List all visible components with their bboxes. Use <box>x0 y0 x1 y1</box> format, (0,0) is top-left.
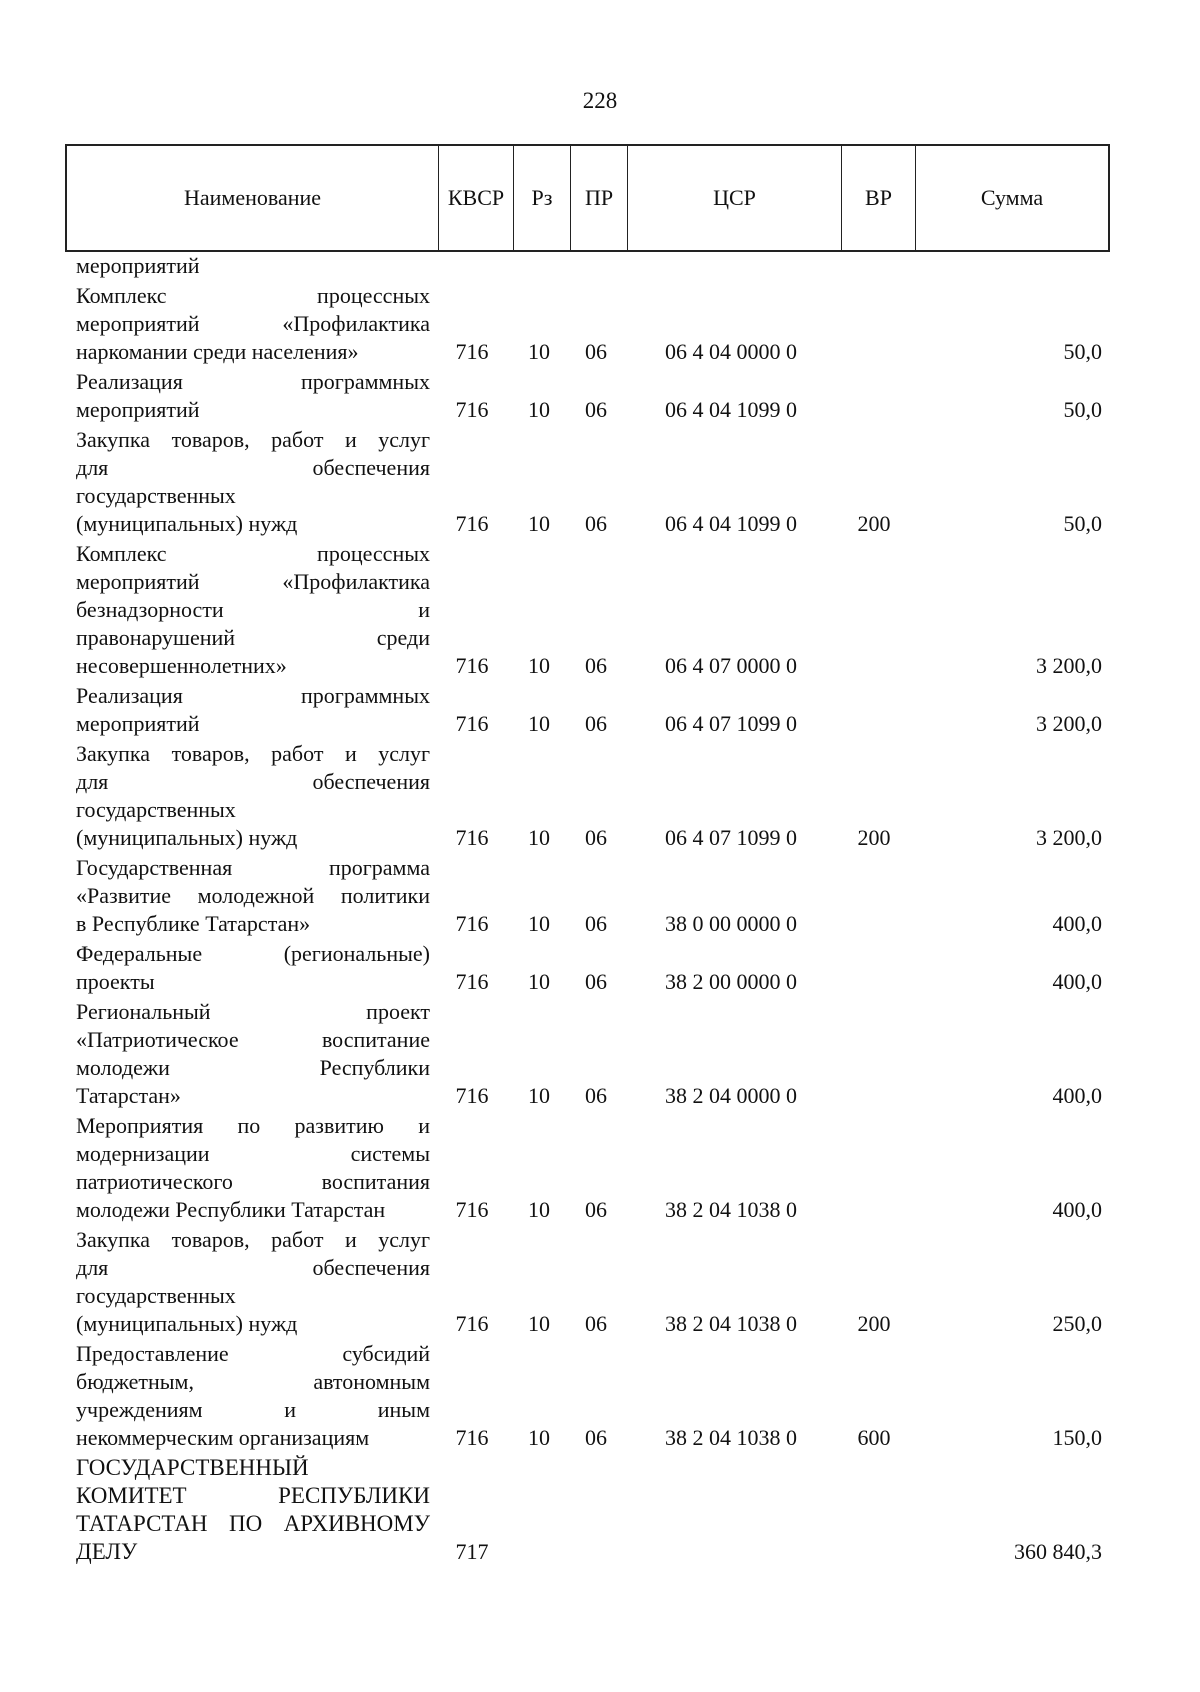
row-csr: 38 0 00 0000 0 <box>665 911 797 936</box>
row-kvsr: 716 <box>455 711 489 736</box>
row-name-line: молодежи Республики Татарстан <box>76 1197 386 1222</box>
row-sum: 150,0 <box>1052 1425 1102 1450</box>
row-name <box>76 682 430 738</box>
row-name-line: правонарушений среди <box>76 625 430 650</box>
row-csr: 38 2 04 0000 0 <box>665 1083 797 1108</box>
row-name-line: мероприятий <box>76 711 200 736</box>
row-pr: 06 <box>585 711 607 736</box>
row-sum: 3 200,0 <box>1036 653 1102 678</box>
row-name-line: ТАТАРСТАН ПО АРХИВНОМУ <box>76 1511 430 1536</box>
table-row <box>76 998 1108 1110</box>
row-name-line: безнадзорности и <box>76 597 430 622</box>
row-name-line: для обеспечения <box>76 1255 430 1280</box>
row-rz: 10 <box>528 911 550 936</box>
row-vr: 200 <box>857 1311 891 1336</box>
row-name-line: учреждениям и иным <box>76 1397 430 1422</box>
row-rz: 10 <box>528 825 550 850</box>
row-kvsr: 716 <box>455 911 489 936</box>
row-kvsr: 716 <box>455 511 489 536</box>
row-name <box>76 740 430 852</box>
row-name-line: Комплекс процессных <box>76 541 430 566</box>
table-row <box>76 1226 1108 1338</box>
row-sum: 400,0 <box>1052 1197 1102 1222</box>
row-name <box>76 426 430 538</box>
row-name-line: (муниципальных) нужд <box>76 511 298 536</box>
table-row <box>76 1454 1108 1566</box>
header-pr: ПР <box>570 146 627 250</box>
row-pr: 06 <box>585 1197 607 1222</box>
row-pr: 06 <box>585 1083 607 1108</box>
table-row <box>76 740 1108 852</box>
row-name-line: мероприятий <box>76 253 200 278</box>
table-row <box>76 426 1108 538</box>
row-name-line: Мероприятия по развитию и <box>76 1113 430 1138</box>
row-rz: 10 <box>528 1311 550 1336</box>
row-sum: 360 840,3 <box>1014 1539 1102 1564</box>
row-csr: 06 4 07 1099 0 <box>665 825 797 850</box>
row-csr: 38 2 04 1038 0 <box>665 1311 797 1336</box>
row-name-line: (муниципальных) нужд <box>76 825 298 850</box>
row-kvsr: 716 <box>455 825 489 850</box>
table-body <box>76 252 1108 1566</box>
row-name <box>76 1226 430 1338</box>
row-kvsr: 716 <box>455 1197 489 1222</box>
row-vr: 200 <box>857 511 891 536</box>
table-row <box>76 1112 1108 1224</box>
row-kvsr: 716 <box>455 1083 489 1108</box>
row-sum: 50,0 <box>1063 511 1102 536</box>
row-kvsr: 717 <box>455 1539 489 1564</box>
row-pr: 06 <box>585 339 607 364</box>
row-name-line: (муниципальных) нужд <box>76 1311 298 1336</box>
row-name-line: наркомании среди населения» <box>76 339 359 364</box>
row-sum: 3 200,0 <box>1036 825 1102 850</box>
row-name-line: мероприятий «Профилактика <box>76 311 430 336</box>
row-csr: 38 2 04 1038 0 <box>665 1197 797 1222</box>
header-rz: Рз <box>513 146 570 250</box>
row-name-line: ДЕЛУ <box>76 1539 138 1564</box>
row-name-line: мероприятий «Профилактика <box>76 569 430 594</box>
header-kvsr: КВСР <box>438 146 513 250</box>
row-rz: 10 <box>528 1083 550 1108</box>
row-name-line: некоммерческим организациям <box>76 1425 370 1450</box>
row-rz: 10 <box>528 653 550 678</box>
row-name <box>76 1112 430 1224</box>
row-name-line: Государственная программа <box>76 855 430 880</box>
row-name-line: в Республике Татарстан» <box>76 911 311 936</box>
header-sum: Сумма <box>915 146 1108 250</box>
row-kvsr: 716 <box>455 653 489 678</box>
table-row <box>76 682 1108 738</box>
table-row <box>76 854 1108 938</box>
row-name <box>76 1340 430 1452</box>
row-rz: 10 <box>528 397 550 422</box>
row-name-line: Региональный проект <box>76 999 430 1024</box>
table-row <box>76 252 1108 280</box>
row-rz: 10 <box>528 511 550 536</box>
row-sum: 400,0 <box>1052 1083 1102 1108</box>
row-name-line: модернизации системы <box>76 1141 430 1166</box>
row-name <box>76 854 430 938</box>
row-pr: 06 <box>585 825 607 850</box>
row-pr: 06 <box>585 653 607 678</box>
page-number: 228 <box>582 88 618 113</box>
row-csr: 06 4 04 0000 0 <box>665 339 797 364</box>
row-name-line: Федеральные (региональные) <box>76 941 430 966</box>
row-csr: 38 2 04 1038 0 <box>665 1425 797 1450</box>
row-rz: 10 <box>528 969 550 994</box>
row-name <box>76 368 430 424</box>
row-pr: 06 <box>585 397 607 422</box>
table-row <box>76 540 1108 680</box>
row-csr: 06 4 04 1099 0 <box>665 397 797 422</box>
row-rz: 10 <box>528 1425 550 1450</box>
row-pr: 06 <box>585 911 607 936</box>
row-vr: 600 <box>857 1425 891 1450</box>
header-vr: ВР <box>841 146 915 250</box>
row-name-line: ГОСУДАРСТВЕННЫЙ <box>76 1455 309 1480</box>
row-csr: 06 4 04 1099 0 <box>665 511 797 536</box>
row-name-line: «Развитие молодежной политики <box>76 883 430 908</box>
row-name-line: мероприятий <box>76 397 200 422</box>
row-name-line: бюджетным, автономным <box>76 1369 430 1394</box>
row-pr: 06 <box>585 969 607 994</box>
row-kvsr: 716 <box>455 397 489 422</box>
row-name-line: государственных <box>76 797 236 822</box>
row-kvsr: 716 <box>455 1311 489 1336</box>
row-name-line: несовершеннолетних» <box>76 653 287 678</box>
row-name <box>76 540 430 680</box>
row-kvsr: 716 <box>455 339 489 364</box>
row-csr: 06 4 07 1099 0 <box>665 711 797 736</box>
row-name-line: государственных <box>76 483 236 508</box>
row-csr: 06 4 07 0000 0 <box>665 653 797 678</box>
table-row <box>76 1340 1108 1452</box>
row-name-line: Предоставление субсидий <box>76 1341 430 1366</box>
row-kvsr: 716 <box>455 969 489 994</box>
row-kvsr: 716 <box>455 1425 489 1450</box>
row-name-line: Комплекс процессных <box>76 283 430 308</box>
table-header <box>65 144 1110 252</box>
row-name-line: проекты <box>76 969 155 994</box>
row-rz: 10 <box>528 1197 550 1222</box>
row-name-line: Закупка товаров, работ и услуг <box>76 741 430 766</box>
row-name-line: молодежи Республики <box>76 1055 430 1080</box>
row-sum: 400,0 <box>1052 911 1102 936</box>
row-name <box>76 998 430 1110</box>
row-csr: 38 2 00 0000 0 <box>665 969 797 994</box>
row-name-line: патриотического воспитания <box>76 1169 430 1194</box>
row-name-line: для обеспечения <box>76 769 430 794</box>
row-sum: 50,0 <box>1063 397 1102 422</box>
row-name-line: Закупка товаров, работ и услуг <box>76 427 430 452</box>
row-name-line: государственных <box>76 1283 236 1308</box>
row-sum: 50,0 <box>1063 339 1102 364</box>
header-name: Наименование <box>183 185 322 210</box>
row-rz: 10 <box>528 711 550 736</box>
row-name-line: Закупка товаров, работ и услуг <box>76 1227 430 1252</box>
row-pr: 06 <box>585 511 607 536</box>
row-name-line: «Патриотическое воспитание <box>76 1027 430 1052</box>
row-name <box>76 252 430 280</box>
row-sum: 400,0 <box>1052 969 1102 994</box>
row-pr: 06 <box>585 1311 607 1336</box>
table-row <box>76 940 1108 996</box>
table-row <box>76 282 1108 366</box>
row-pr: 06 <box>585 1425 607 1450</box>
row-name-line: Реализация программных <box>76 369 430 394</box>
row-name-line: Татарстан» <box>76 1083 181 1108</box>
row-name-line: КОМИТЕТ РЕСПУБЛИКИ <box>76 1483 430 1508</box>
row-vr: 200 <box>857 825 891 850</box>
row-name-line: для обеспечения <box>76 455 430 480</box>
row-sum: 250,0 <box>1052 1311 1102 1336</box>
row-name <box>76 1454 430 1566</box>
row-rz: 10 <box>528 339 550 364</box>
table-row <box>76 368 1108 424</box>
row-name <box>76 940 430 996</box>
header-csr: ЦСР <box>627 146 841 250</box>
row-name <box>76 282 430 366</box>
row-sum: 3 200,0 <box>1036 711 1102 736</box>
row-name-line: Реализация программных <box>76 683 430 708</box>
